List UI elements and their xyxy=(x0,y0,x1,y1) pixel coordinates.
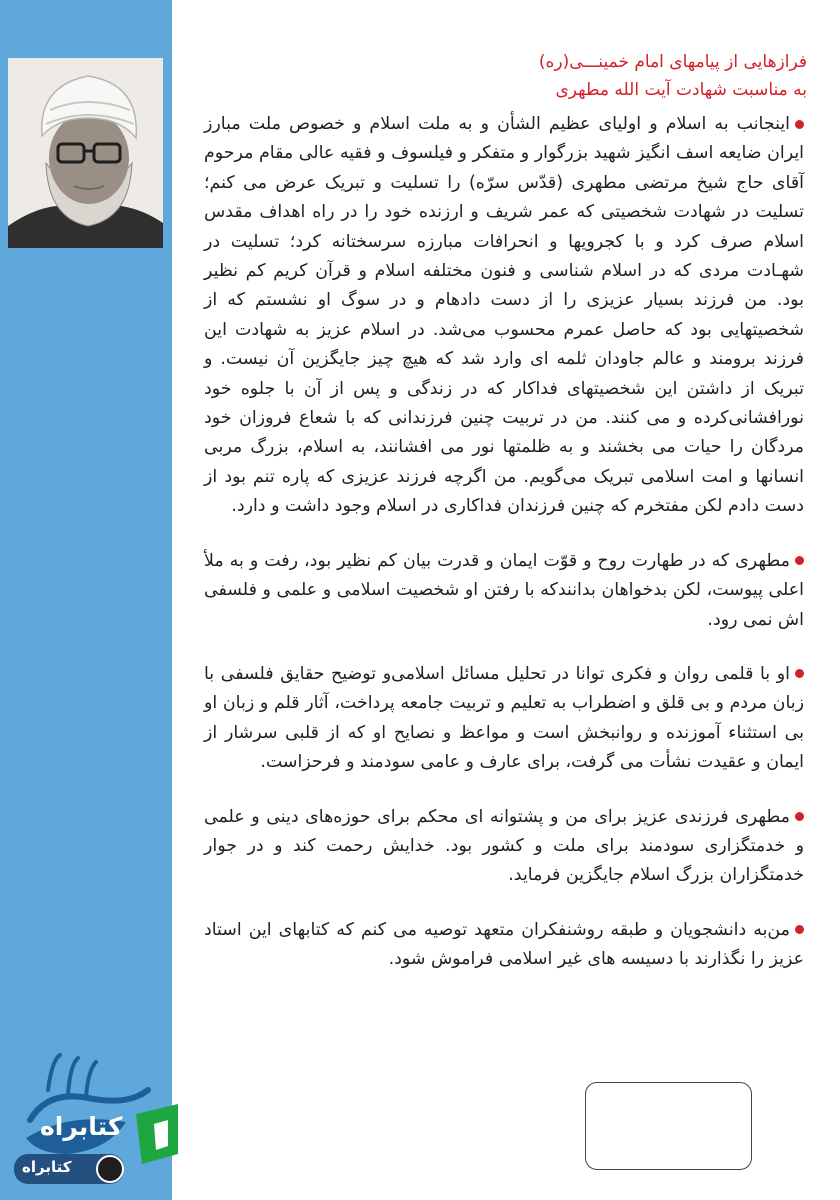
portrait-illustration xyxy=(8,58,163,248)
header xyxy=(207,48,807,104)
quote-paragraph-5 xyxy=(204,916,804,975)
logo-text-small: کتابراه xyxy=(22,1158,72,1176)
quote-paragraph-2 xyxy=(204,547,804,635)
paragraph-text: مطهری فرزندی عزیز برای من و پشتوانه ای محکم برای حوزه‌های دینی و علمی و خدمتگزاری سودمند برای ملت و کشور بود. خدایش رحمت کند و در جوار خدمتگزاران بزرگ اسلام جایگزین فرماید. xyxy=(204,806,804,886)
paragraph-text: اینجانب به اسلام و اولیای عظیم الشأن و به ملت اسلام و خصوص ملت مبارز ایران ضایعه اسف انگیز شهید بزرگوار و متفکر و فیلسوف و فقیه عالی مقام مرحوم آقای حاج شیخ مرتضی مطهری (قدّس سرّه) را تسلیت و تبریک عرض می کنم؛ تسلیت در شهادت شخصیتی که عمر شریف و ارزنده خود را در راه اهداف مقدس اسلام صرف کرد و با کجرویها و انحرافات مبارزه سرسختانه کرد؛ تسلیت در شهـادت مردی که در اسلام شناسی و فنون مختلفه اسلام و قرآن کریم کم نظیر بود. من فرزند بسیار عزیزی را از دست دادهام و در سوگ او نشستم که از شخصیتهایی بود که حاصل عمرم محسوب می‌شد. در اسلام عزیز به شهادت این فرزند برومند و عالم جاودان ثلمه ای وارد شد که هیچ چیز جایگزین آن نیست. و تبریک از داشتن این شخصیتهای فداکار که در زندگی و پس از آن با جلوه خود نورافشانی‌کرده و می کنند. من در تربیت چنین فرزندانی که با شعاع فروزان خود مردگان را حیات می بخشند و به ظلمتها نور می افشانند، به اسلام، بزرگ مربی انسانها و امت اسلامی تبریک می‌گویم. من اگرچه فرزند عزیزی که پاره تنم بود از دست دادم لکن مفتخرم که چنین فرزندان فداکاری در اسلام وجود داشت و دارد. xyxy=(204,114,804,517)
header-subtitle: به مناسبت شهادت آیت الله مطهری xyxy=(555,80,807,100)
bullet-icon xyxy=(795,925,804,934)
quotes-body xyxy=(204,110,804,1000)
paragraph-text: او با قلمی روان و فکری توانا در تحلیل مسائل اسلامی‌و توضیح حقایق فلسفی با زبان مردم و بی قلق و اضطراب به تعلیم و تربیت جامعه پرداخت، آثار قلم و زبان او بی استثناء آموزنده و روانبخش است و مواعظ و نصایح او که از قلبی سرشار از ایمان و عقیدت نشأت می گرفت، برای عارف و عامی سودمند و فرحزاست. xyxy=(204,663,804,773)
quote-paragraph-1 xyxy=(204,110,804,522)
quote-paragraph-4 xyxy=(204,803,804,891)
bullet-icon xyxy=(795,556,804,565)
paragraph-text: مطهری که در طهارت روح و قوّت ایمان و قدرت بیان کم نظیر بود، رفت و به ملأ اعلی پیوست، لکن بدخواهان بدانندکه با رفتن او شخصیت اسلامی و علمی و فلسفی اش نمی رود. xyxy=(204,550,804,630)
header-title: فرازهایی از پیامهای امام خمینـــی(ره) xyxy=(538,52,807,72)
barcode-box xyxy=(585,1082,752,1170)
bullet-icon xyxy=(795,669,804,678)
bullet-icon xyxy=(795,812,804,821)
paragraph-text: من‌به دانشجویان و طبقه روشنفکران متعهد توصیه می کنم که کتابهای این استاد عزیز را نگذارند با دسیسه های غیر اسلامی فراموش شود. xyxy=(204,919,804,970)
author-portrait xyxy=(8,58,163,248)
quote-paragraph-3 xyxy=(204,660,804,778)
logo-text: کتابراه xyxy=(40,1112,123,1141)
bullet-icon xyxy=(795,120,804,129)
